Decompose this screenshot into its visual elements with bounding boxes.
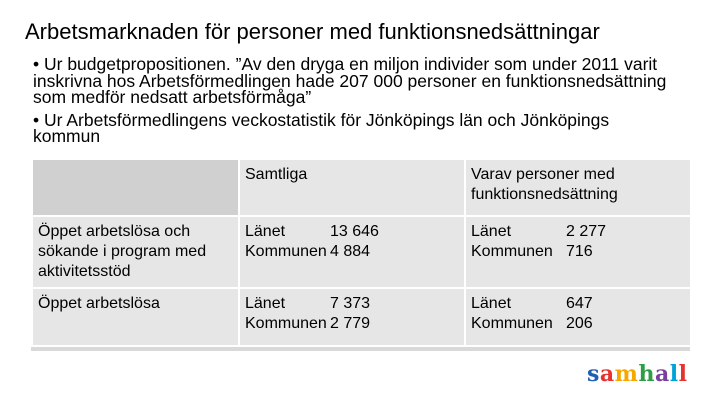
bullet-list [33,56,673,145]
lan-value-line: Länet 647 [471,295,593,312]
logo-letter: a [599,361,615,387]
logo-letter: m [614,361,639,387]
varav-cell [465,216,691,288]
table-row [32,216,691,288]
kommun-value-line: Kommunen 206 [471,315,593,332]
lan-value-line: Länet 13 646 [245,223,379,240]
samhall-logo [587,361,687,387]
table-row [32,288,691,346]
logo-letter: a [654,361,670,387]
lan-value-line: Länet 2 277 [471,223,607,240]
header-varav: Varav personer med funktionsnedsättning [465,159,691,216]
lan-value-line: Länet 7 373 [245,295,371,312]
slide-title: Arbetsmarknaden för personer med funktionsnedsättningar [25,19,600,44]
kommun-value-line: Kommunen 2 779 [245,315,371,332]
varav-cell [465,288,691,346]
bullet-budget: • Ur budgetpropositionen. ”Av den dryga en miljon individer som under 2011 varit inskrivna hos Arbetsförmedlingen hade 207 000 personer en funktionsnedsättning som medför nedsatt arbetsförmåga” [33,54,667,107]
bullet-statistics: • Ur Arbetsförmedlingens veckostatistik för Jönköpings län och Jönköpings kommun [33,109,610,146]
logo-letter: h [638,361,655,387]
table-bottom-divider [31,347,690,351]
row-label: Öppet arbetslösa och sökande i program med aktivitetsstöd [32,216,239,288]
samtliga-cell [239,216,465,288]
logo-letter: l [669,361,679,387]
row-label: Öppet arbetslösa [32,288,239,346]
logo-letter: s [587,361,600,387]
logo-letter: l [678,361,688,387]
table-header-row [32,159,691,216]
kommun-value-line: Kommunen 4 884 [245,243,371,260]
kommun-value-line: Kommunen 716 [471,243,593,260]
header-samtliga: Samtliga [239,159,465,216]
header-empty-cell [32,159,239,216]
samtliga-cell [239,288,465,346]
statistics-table [31,158,692,347]
